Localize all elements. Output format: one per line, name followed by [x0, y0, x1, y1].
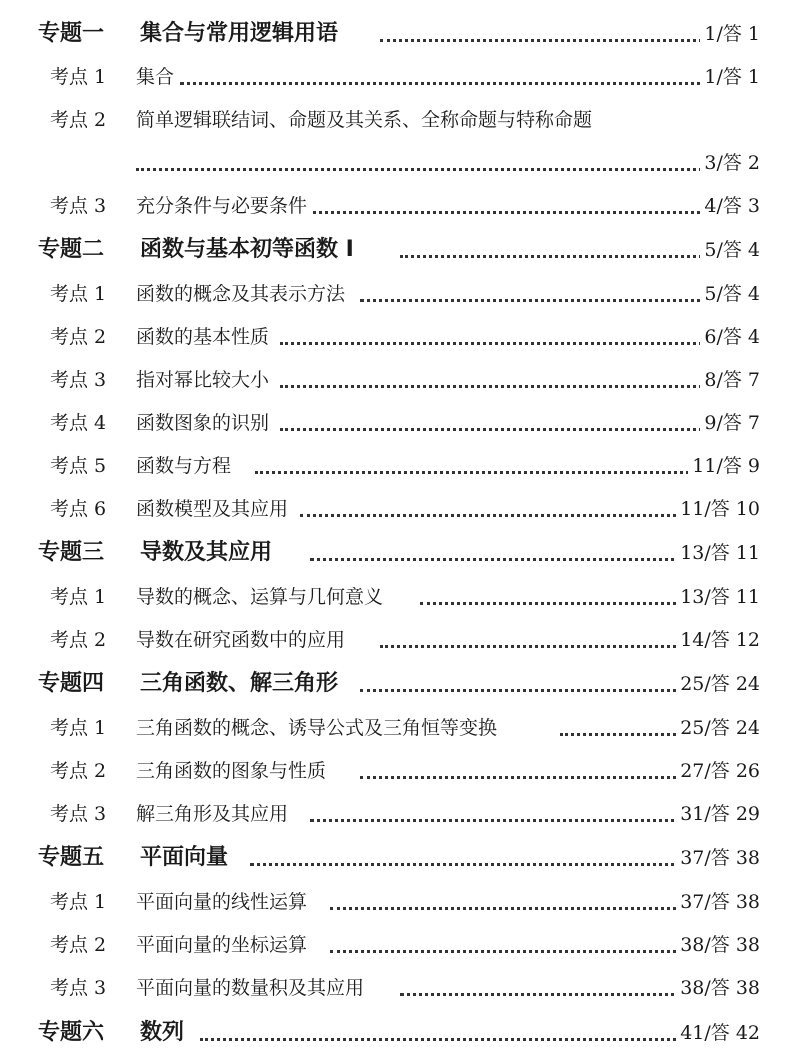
chapter-title: 三角函数、解三角形: [140, 667, 342, 701]
page-reference: 38/答 38: [676, 928, 760, 962]
toc-point-row[interactable]: [0, 623, 800, 657]
page-reference: 27/答 26: [676, 754, 760, 788]
page-reference: 5/答 4: [700, 277, 760, 311]
toc-point-row[interactable]: [0, 449, 800, 483]
chapter-number: 专题六: [38, 1020, 105, 1045]
page-reference: 38/答 38: [676, 971, 760, 1005]
point-number: 考点 1: [50, 66, 107, 88]
page-reference: 1/答 1: [700, 17, 760, 51]
point-number: 考点 3: [50, 369, 107, 391]
toc-chapter-row[interactable]: [0, 233, 800, 267]
dot-leader: [360, 689, 700, 692]
point-number: 考点 2: [50, 326, 107, 348]
page-reference: 6/答 4: [700, 320, 760, 354]
point-number: 考点 2: [50, 934, 107, 956]
toc-point-row[interactable]: [0, 320, 800, 354]
point-title: 导数的概念、运算与几何意义: [136, 580, 387, 614]
page-reference: 9/答 7: [700, 406, 760, 440]
page-reference: 25/答 24: [676, 667, 760, 701]
page-reference: 14/答 12: [676, 623, 760, 657]
toc-point-row[interactable]: [0, 363, 800, 397]
toc-point-row[interactable]: [0, 406, 800, 440]
dot-leader: [300, 211, 714, 214]
point-title: 集合: [136, 60, 178, 94]
point-title: 简单逻辑联结词、命题及其关系、全称命题与特称命题: [136, 103, 596, 137]
point-number: 考点 4: [50, 412, 107, 434]
chapter-number: 专题五: [38, 845, 105, 870]
chapter-title: 数列: [140, 1016, 188, 1050]
point-title: 充分条件与必要条件: [136, 189, 311, 223]
dot-leader: [310, 819, 700, 822]
dot-leader: [280, 428, 714, 431]
point-title: 平面向量的坐标运算: [136, 928, 311, 962]
toc-point-row[interactable]: [0, 754, 800, 788]
toc-point-row[interactable]: [0, 797, 800, 831]
chapter-number: 专题四: [38, 671, 105, 696]
point-title: 函数模型及其应用: [136, 492, 292, 526]
chapter-title: 导数及其应用: [140, 536, 276, 570]
page-reference: 11/答 10: [676, 492, 760, 526]
chapter-title: 平面向量: [140, 841, 232, 875]
point-number: 考点 2: [50, 760, 107, 782]
page-reference: 25/答 24: [676, 711, 760, 745]
dot-leader: [250, 863, 700, 866]
page-reference: 1/答 1: [700, 60, 760, 94]
point-title: 函数的概念及其表示方法: [136, 277, 349, 311]
point-number: 考点 2: [50, 629, 107, 651]
chapter-title: 集合与常用逻辑用语: [140, 17, 342, 51]
point-title: 三角函数的图象与性质: [136, 754, 330, 788]
page-reference: 3/答 2: [700, 146, 760, 180]
page-reference: 5/答 4: [700, 233, 760, 267]
page-reference: 13/答 11: [676, 536, 760, 570]
dot-leader: [330, 907, 700, 910]
point-number: 考点 6: [50, 498, 107, 520]
point-number: 考点 5: [50, 455, 107, 477]
toc-point-row[interactable]: [0, 492, 800, 526]
chapter-title: 函数与基本初等函数 Ⅰ: [140, 233, 358, 267]
page-reference: 41/答 42: [676, 1016, 760, 1050]
dot-leader: [400, 255, 714, 258]
point-title: 函数图象的识别: [136, 406, 273, 440]
page-reference: 37/答 38: [676, 885, 760, 919]
dot-leader: [280, 385, 714, 388]
toc-point-row[interactable]: [0, 580, 800, 614]
point-number: 考点 2: [50, 109, 107, 131]
toc-point-row[interactable]: [0, 277, 800, 311]
toc-chapter-row[interactable]: [0, 536, 800, 570]
dot-leader: [200, 1038, 700, 1041]
dot-leader: [310, 558, 700, 561]
point-title: 函数的基本性质: [136, 320, 273, 354]
dot-leader: [255, 471, 700, 474]
page-reference: 31/答 29: [676, 797, 760, 831]
dot-leader: [330, 950, 700, 953]
point-number: 考点 1: [50, 283, 107, 305]
toc-chapter-row[interactable]: [0, 667, 800, 701]
page-reference: 11/答 9: [688, 449, 760, 483]
toc-point-row[interactable]: [0, 885, 800, 919]
dot-leader: [420, 602, 700, 605]
toc-point-row[interactable]: [0, 189, 800, 223]
point-title: 函数与方程: [136, 449, 235, 483]
dot-leader: [280, 342, 714, 345]
point-title: 指对幂比较大小: [136, 363, 273, 397]
page-reference: 13/答 11: [676, 580, 760, 614]
toc-point-row[interactable]: [0, 971, 800, 1005]
point-title: 平面向量的线性运算: [136, 885, 311, 919]
page-reference: 4/答 3: [700, 189, 760, 223]
point-title: 三角函数的概念、诱导公式及三角恒等变换: [136, 711, 501, 745]
point-number: 考点 3: [50, 195, 107, 217]
chapter-number: 专题三: [38, 540, 105, 565]
point-number: 考点 1: [50, 891, 107, 913]
point-number: 考点 1: [50, 586, 107, 608]
page-reference: 8/答 7: [700, 363, 760, 397]
point-number: 考点 1: [50, 717, 107, 739]
toc-chapter-row[interactable]: [0, 17, 800, 51]
dot-leader: [180, 82, 714, 85]
dot-leader: [380, 645, 700, 648]
page-reference: 37/答 38: [676, 841, 760, 875]
toc-point-row[interactable]: [0, 711, 800, 745]
toc-point-row[interactable]: [0, 103, 800, 137]
dot-leader: [400, 993, 700, 996]
dot-leader: [380, 39, 714, 42]
toc-chapter-row[interactable]: [0, 841, 800, 875]
point-number: 考点 3: [50, 977, 107, 999]
dot-leader: [360, 776, 700, 779]
toc-point-row-continuation[interactable]: [0, 146, 800, 180]
toc-point-row[interactable]: [0, 928, 800, 962]
toc-point-row[interactable]: [0, 60, 800, 94]
point-title: 导数在研究函数中的应用: [136, 623, 349, 657]
point-title: 解三角形及其应用: [136, 797, 292, 831]
point-number: 考点 3: [50, 803, 107, 825]
dot-leader: [360, 299, 714, 302]
dot-leader: [300, 514, 700, 517]
dot-leader: [136, 168, 714, 171]
point-title: 平面向量的数量积及其应用: [136, 971, 368, 1005]
chapter-number: 专题一: [38, 21, 105, 46]
chapter-number: 专题二: [38, 237, 105, 262]
toc-chapter-row[interactable]: [0, 1016, 800, 1050]
